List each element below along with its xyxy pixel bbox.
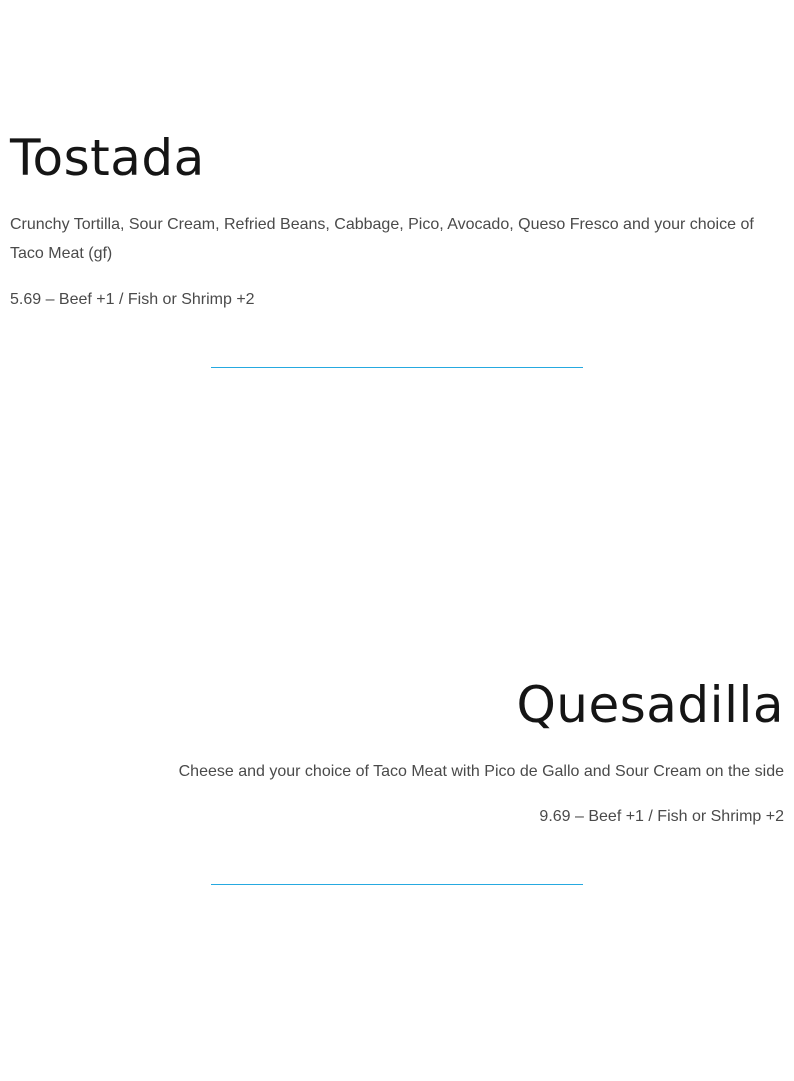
section-divider [211,884,583,885]
menu-item-quesadilla [10,676,784,831]
menu-item-tostada [10,129,784,314]
menu-item-description: Crunchy Tortilla, Sour Cream, Refried Beans, Cabbage, Pico, Avocado, Queso Fresco and your choice of Taco Meat (gf) [10,216,754,262]
menu-item-title: Tostada [10,129,205,187]
menu-item-title: Quesadilla [516,676,784,734]
menu-item-price: 5.69 – Beef +1 / Fish or Shrimp +2 [10,291,255,308]
menu-item-price: 9.69 – Beef +1 / Fish or Shrimp +2 [539,808,784,825]
menu-item-description: Cheese and your choice of Taco Meat with Pico de Gallo and Sour Cream on the side [178,763,784,780]
section-divider [211,367,583,368]
